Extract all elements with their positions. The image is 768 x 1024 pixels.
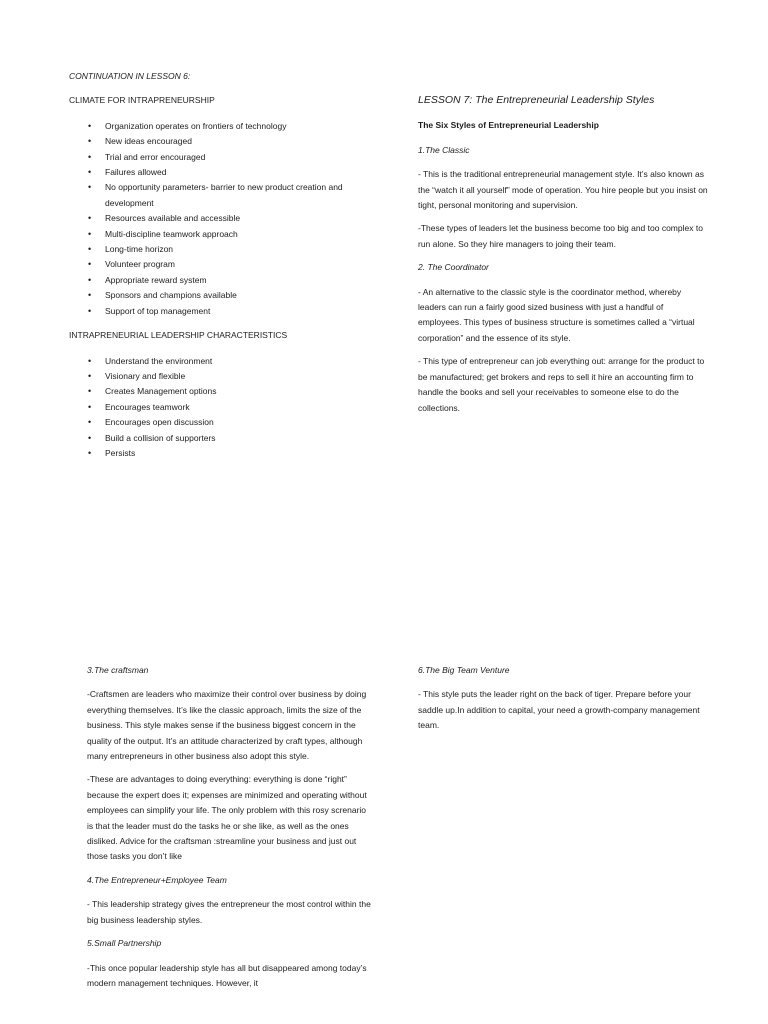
list-item: • Persists xyxy=(69,446,369,461)
list-item: • Sponsors and champions available xyxy=(69,288,369,303)
team-paragraph-1: - This leadership strategy gives the entrepreneur the most control within the big business leadership styles. xyxy=(87,899,371,925)
list-item: • Multi-discipline teamwork approach xyxy=(69,227,369,242)
craftsman-heading: 3.The craftsman xyxy=(87,665,149,675)
list-item: • Resources available and accessible xyxy=(69,211,369,226)
bottom-left-column xyxy=(87,663,372,991)
continuation-heading: CONTINUATION IN LESSON 6: xyxy=(69,71,191,81)
list-item: • Support of top management xyxy=(69,304,369,319)
team-heading: 4.The Entrepreneur+Employee Team xyxy=(87,874,227,885)
list-item: • Encourages teamwork xyxy=(69,400,369,415)
bottom-right-column xyxy=(418,663,708,734)
list-item: • New ideas encouraged xyxy=(69,134,369,149)
coordinator-paragraph-2: - This type of entrepreneur can job everything out: arrange for the product to be manufactured; get brokers and reps to sell it hire an accounting firm to handle the books and sell your receivables to someone else to do the collections. xyxy=(418,356,705,413)
list-item: • Organization operates on frontiers of technology xyxy=(69,119,369,134)
coordinator-heading: 2. The Coordinator xyxy=(418,262,489,273)
list-item: • Failures allowed xyxy=(69,165,369,180)
classic-paragraph-2: -These types of leaders let the business become too big and too complex to run alone. So they hire managers to joing their team. xyxy=(418,223,703,249)
list-item: • Creates Management options xyxy=(69,384,369,399)
leadership-heading: INTRAPRENEURIAL LEADERSHIP CHARACTERISTICS xyxy=(69,330,288,341)
leadership-list xyxy=(69,354,369,462)
partnership-heading: 5.Small Partnership xyxy=(87,938,162,949)
list-item: • Trial and error encouraged xyxy=(69,150,369,165)
list-item: • Appropriate reward system xyxy=(69,273,369,288)
classic-heading: 1.The Classic xyxy=(418,144,470,155)
craftsman-paragraph-1: -Craftsmen are leaders who maximize their control over business by doing everything themselves. It’s like the classic approach, limits the size of the business. This style makes sense if the business biggest concern in the quality of the output. It’s an attitude characterized by craft types, although many entrepreneurs in other business also adopt this style. xyxy=(87,689,367,762)
craftsman-paragraph-2: -These are advantages to doing everything: everything is done “right” because the expert does it; expenses are minimized and operating without employees can simplify your life. The only problem with this rosy screnario is that the leader must do the tasks he or she like, as well as the ones disliked. Advice for the craftsman :streamline your business and just out those tasks you don’t like xyxy=(87,774,367,862)
climate-heading: CLIMATE FOR INTRAPRENEURSHIP xyxy=(69,95,215,106)
list-item: • Volunteer program xyxy=(69,257,369,272)
coordinator-paragraph-1: - An alternative to the classic style is the coordinator method, whereby leaders can run a fairly good sized business with just a handful of employees. This types of business structure is sometimes called a “virtual corporation” and the essence of its style. xyxy=(418,286,695,343)
list-item: • Build a collision of supporters xyxy=(69,431,369,446)
climate-list xyxy=(69,119,369,319)
venture-paragraph-1: - This style puts the leader right on the back of tiger. Prepare before your saddle up.In addition to capital, your need a growth-company management team. xyxy=(418,689,700,731)
lesson-title: LESSON 7: The Entrepreneurial Leadership Styles xyxy=(418,94,655,106)
list-item: • Long-time horizon xyxy=(69,242,369,257)
left-column xyxy=(69,69,369,461)
right-column xyxy=(418,93,708,424)
six-styles-heading: The Six Styles of Entrepreneurial Leadership xyxy=(418,120,599,131)
list-item: • Understand the environment xyxy=(69,354,369,369)
list-item: • Encourages open discussion xyxy=(69,415,369,430)
classic-paragraph-1: - This is the traditional entrepreneurial management style. It’s also known as the “watch it all yourself” mode of operation. You hire people but you insist on tight, personal monitoring and supervision. xyxy=(418,169,708,211)
venture-heading: 6.The Big Team Venture xyxy=(418,665,510,675)
partnership-paragraph-1: -This once popular leadership style has all but disappeared among today’s modern management techniques. However, it xyxy=(87,962,367,988)
list-item: • No opportunity parameters- barrier to new product creation and development xyxy=(69,180,369,211)
list-item: • Visionary and flexible xyxy=(69,369,369,384)
